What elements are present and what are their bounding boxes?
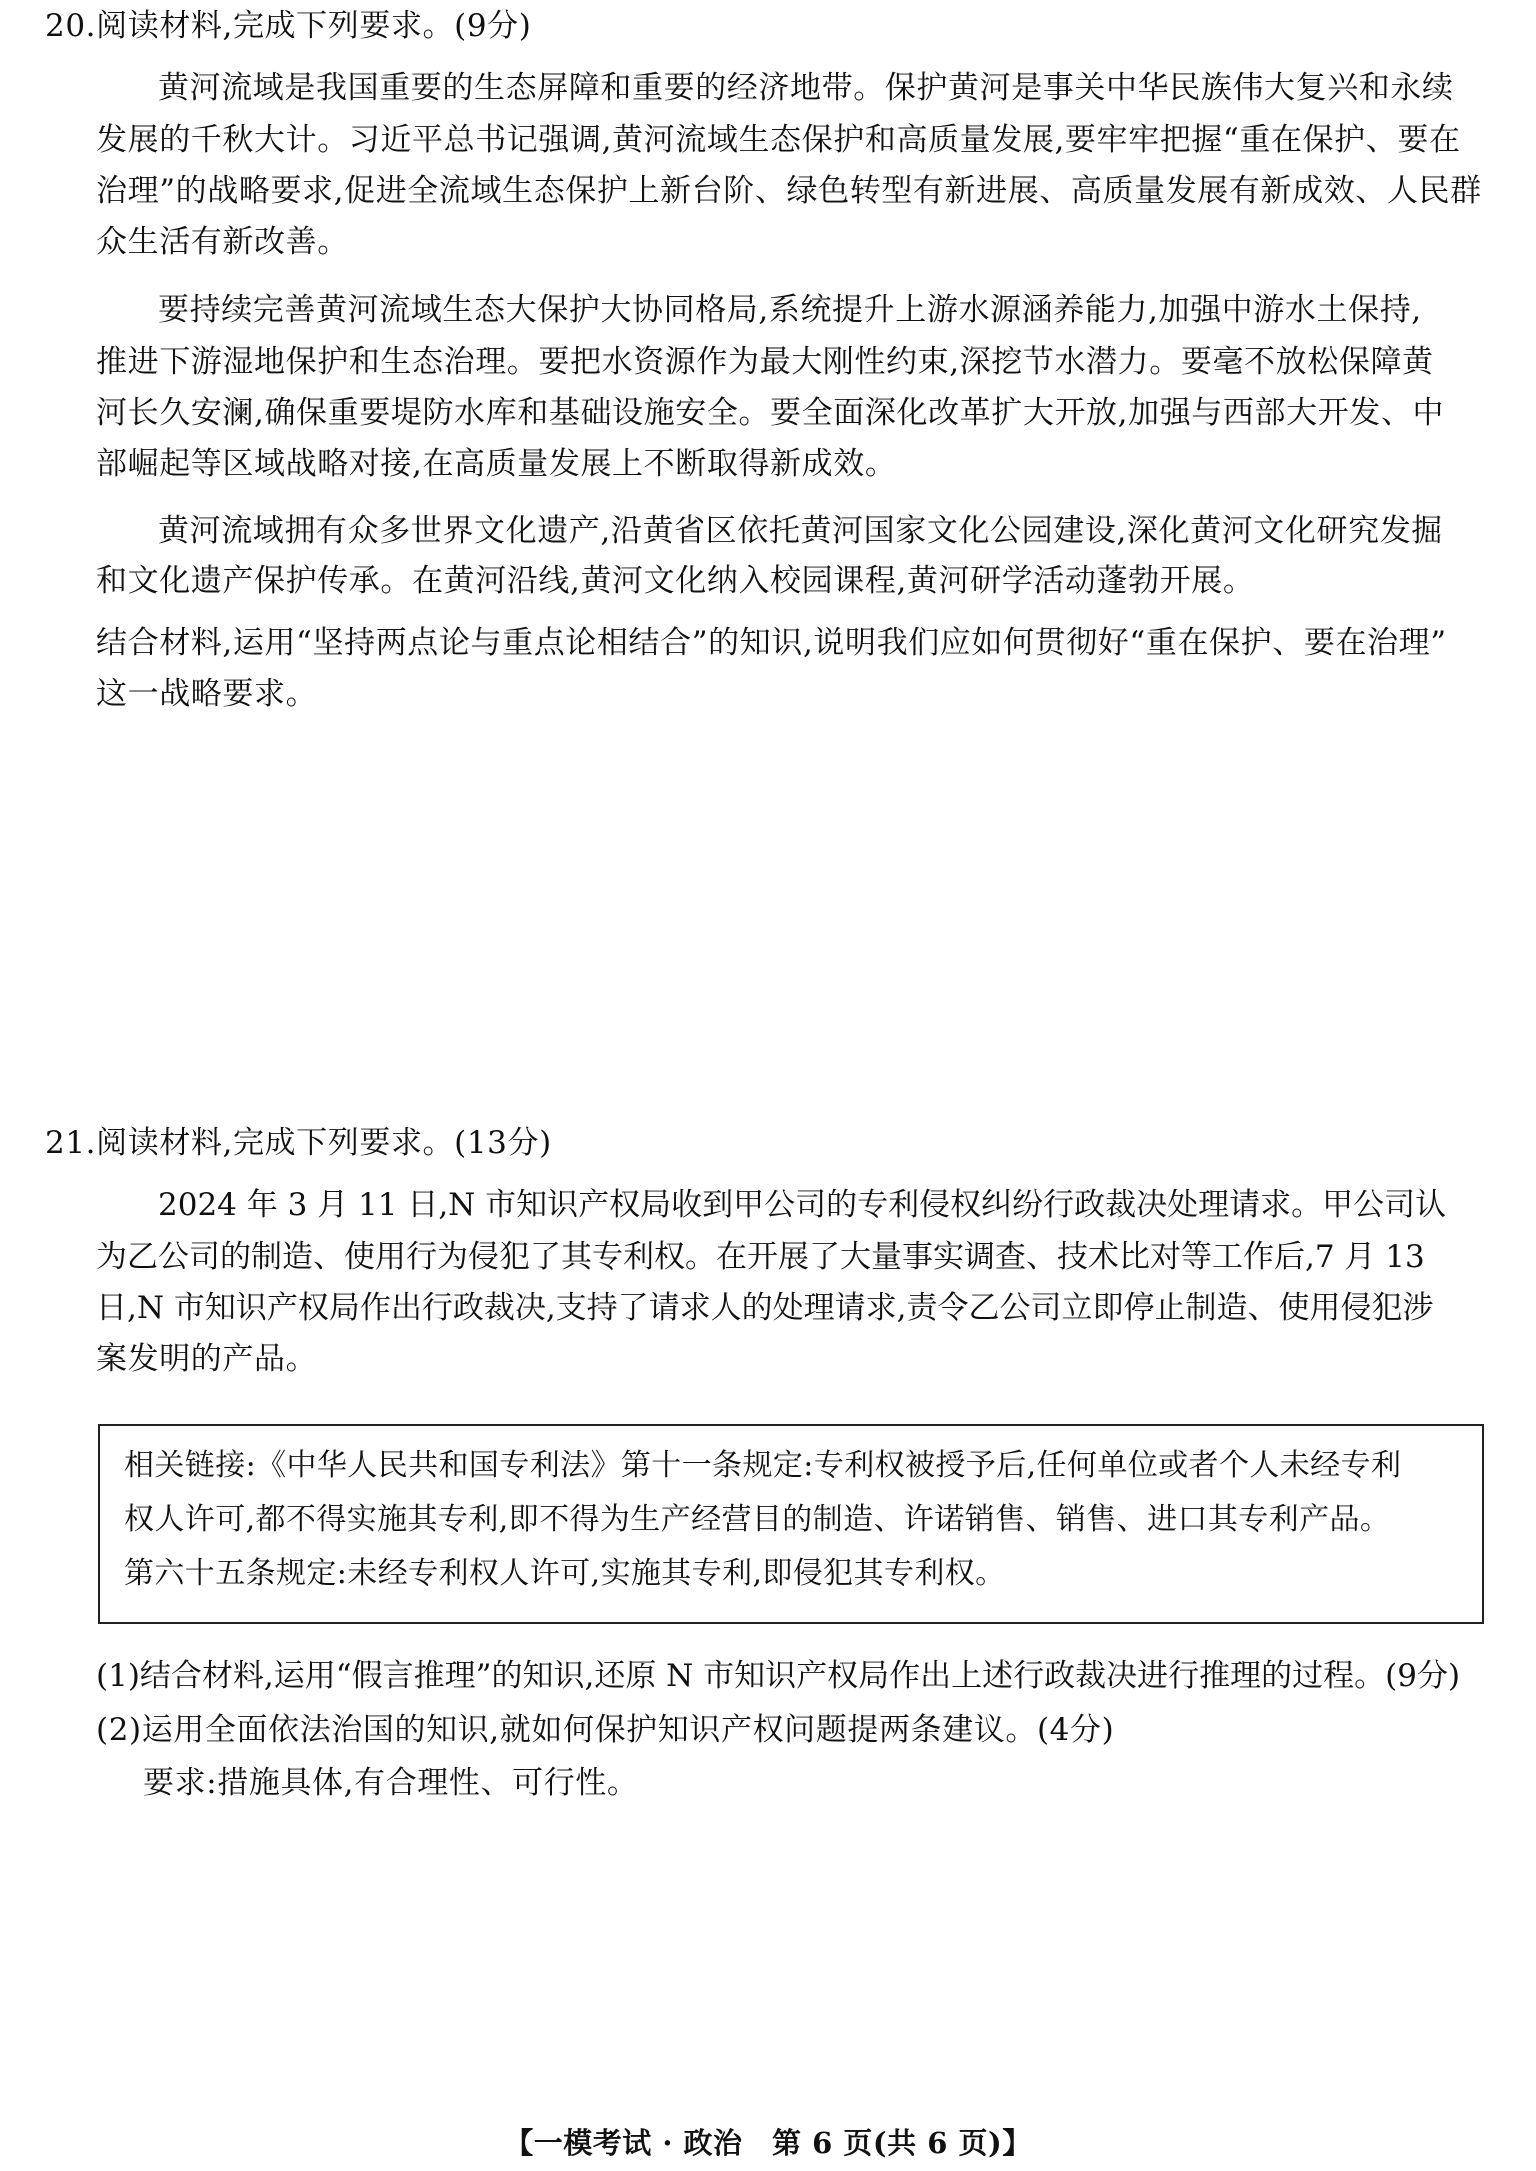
- q21-subquestion-2: (2)运用全面依法治国的知识,就如何保护知识产权问题提两条建议。(4分): [96, 1712, 1115, 1748]
- q20-material-line: 推进下游湿地保护和生态治理。要把水资源作为最大刚性约束,深挖节水潜力。要毫不放松保障黄: [96, 344, 1434, 380]
- q20-material-line: 黄河流域是我国重要的生态屏障和重要的经济地带。保护黄河是事关中华民族伟大复兴和永续: [158, 70, 1454, 106]
- q21-subquestion-1: (1)结合材料,运用“假言推理”的知识,还原 N 市知识产权局作出上述行政裁决进行推理的过程。(9分): [96, 1658, 1461, 1694]
- q20-material-line: 众生活有新改善。: [96, 224, 349, 260]
- q20-task-line: 这一战略要求。: [96, 676, 318, 712]
- related-link-box: [98, 1424, 1484, 1624]
- q20-material-line: 发展的千秋大计。习近平总书记强调,黄河流域生态保护和高质量发展,要牢牢把握“重在保护、要在: [96, 122, 1461, 158]
- q21-material-line: 案发明的产品。: [96, 1341, 318, 1377]
- related-link-line: 权人许可,都不得实施其专利,即不得为生产经营目的制造、许诺销售、销售、进口其专利产品。: [124, 1502, 1391, 1537]
- q20-material-line: 黄河流域拥有众多世界文化遗产,沿黄省区依托黄河国家文化公园建设,深化黄河文化研究发掘: [158, 513, 1443, 549]
- q20-material-line: 和文化遗产保护传承。在黄河沿线,黄河文化纳入校园课程,黄河研学活动蓬勃开展。: [96, 563, 1255, 599]
- q20-material-line: 河长久安澜,确保重要堤防水库和基础设施安全。要全面深化改革扩大开放,加强与西部大开发、中: [96, 395, 1445, 431]
- q21-material-line: 2024 年 3 月 11 日,N 市知识产权局收到甲公司的专利侵权纠纷行政裁决处理请求。甲公司认: [158, 1187, 1447, 1223]
- q20-material-line: 治理”的战略要求,促进全流域生态保护上新台阶、绿色转型有新进展、高质量发展有新成效、人民群: [96, 173, 1482, 209]
- question-20-title: 20.阅读材料,完成下列要求。(9分): [45, 8, 532, 44]
- q21-material-line: 为乙公司的制造、使用行为侵犯了其专利权。在开展了大量事实调查、技术比对等工作后,7 月 13: [96, 1239, 1425, 1275]
- q20-material-line: 部崛起等区域战略对接,在高质量发展上不断取得新成效。: [96, 446, 897, 482]
- related-link-line: 第六十五条规定:未经专利权人许可,实施其专利,即侵犯其专利权。: [124, 1556, 1006, 1591]
- related-link-line: 相关链接:《中华人民共和国专利法》第十一条规定:专利权被授予后,任何单位或者个人未经专利: [124, 1448, 1402, 1483]
- q21-material-line: 日,N 市知识产权局作出行政裁决,支持了请求人的处理请求,责令乙公司立即停止制造、使用侵犯涉: [96, 1290, 1434, 1326]
- page-footer: 【一模考试 · 政治 第 6 页(共 6 页)】: [504, 2126, 1032, 2160]
- q20-material-line: 要持续完善黄河流域生态大保护大协同格局,系统提升上游水源涵养能力,加强中游水土保持,: [158, 292, 1422, 328]
- q20-task-line: 结合材料,运用“坚持两点论与重点论相结合”的知识,说明我们应如何贯彻好“重在保护、要在治理”: [96, 625, 1447, 661]
- question-21-title: 21.阅读材料,完成下列要求。(13分): [45, 1125, 552, 1161]
- q21-requirement: 要求:措施具体,有合理性、可行性。: [143, 1765, 639, 1801]
